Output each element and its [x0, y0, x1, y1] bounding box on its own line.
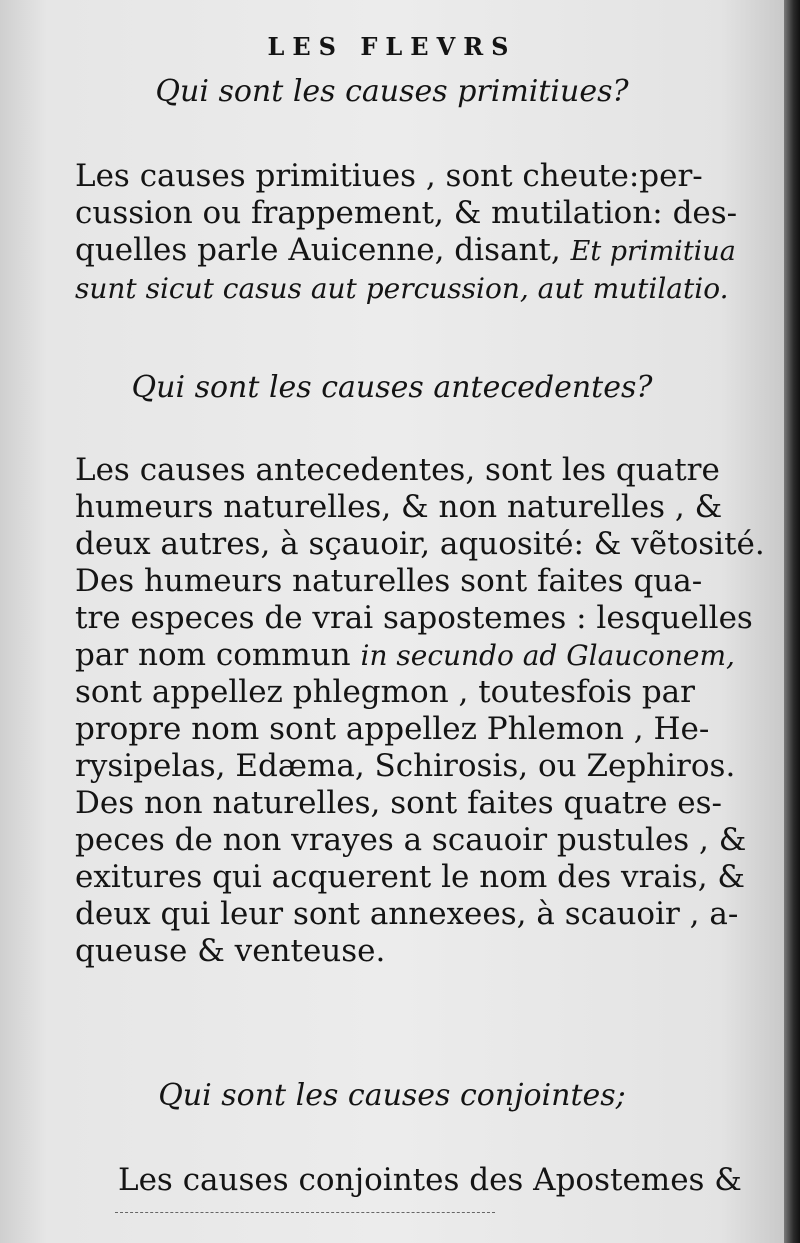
text-line: Les causes antecedentes, sont les quatre	[75, 452, 720, 488]
question-heading-primitive: Qui sont les causes primitiues?	[155, 74, 629, 109]
latin-quote: Et primitiua	[570, 236, 736, 267]
latin-quote: in secundo ad Glauconem,	[360, 639, 735, 672]
paragraph-antecedent-causes	[75, 452, 765, 970]
text-line: Des non naturelles, sont faites quatre es-	[75, 785, 723, 821]
text-line: queuse & venteuse.	[75, 933, 386, 969]
text-line	[75, 232, 755, 270]
text-line: tre especes de vrai sapostemes : lesquelles	[75, 600, 753, 636]
text-line: cussion ou frappement, & mutilation: des-	[75, 195, 738, 231]
text-line: sont appellez phlegmon , toutesfois par	[75, 674, 695, 710]
dashed-rule	[115, 1212, 495, 1213]
question-heading-conjoint: Qui sont les causes conjointes;	[158, 1078, 626, 1113]
text-line: Les causes primitiues , sont cheute:per-	[75, 158, 703, 194]
text-line: peces de non vrayes a scauoir pustules , &	[75, 822, 747, 858]
text-line: deux autres, à sçauoir, aquosité: & vẽtosité.	[75, 526, 765, 562]
paragraph-conjoint-causes	[118, 1162, 798, 1199]
text-line: Des humeurs naturelles sont faites qua-	[75, 563, 703, 599]
text-line	[75, 637, 755, 674]
text-line: exitures qui acquerent le nom des vrais, &	[75, 859, 745, 895]
page-edge	[784, 0, 800, 1243]
text-line-part: par nom commun	[75, 637, 351, 673]
text-line: Les causes conjointes des Apostemes &	[118, 1162, 742, 1198]
running-head: LES FLEVRS	[267, 32, 517, 61]
text-line: humeurs naturelles, & non naturelles , &	[75, 489, 723, 525]
text-line: propre nom sont appellez Phlemon , He-	[75, 711, 710, 747]
latin-quote-line: sunt sicut casus aut percussion, aut mutilatio.	[75, 272, 729, 305]
paragraph-primitive-causes	[75, 158, 755, 307]
question-heading-antecedent: Qui sont les causes antecedentes?	[131, 370, 653, 405]
text-line-part: quelles parle Auicenne, disant,	[75, 232, 561, 268]
text-line: deux qui leur sont annexees, à scauoir , a-	[75, 896, 739, 932]
text-line: rysipelas, Edæma, Schirosis, ou Zephiros.	[75, 748, 736, 784]
